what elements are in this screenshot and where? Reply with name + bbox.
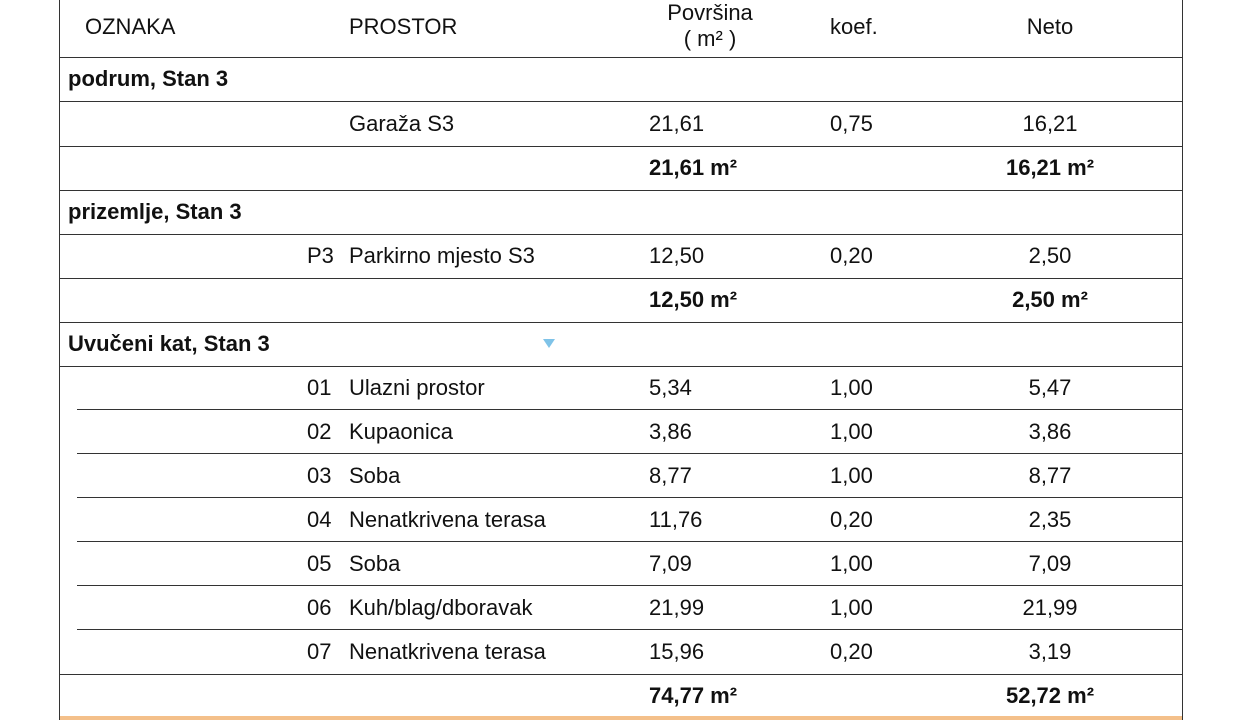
row-neto: 8,77 bbox=[1028, 463, 1072, 488]
table-row bbox=[60, 498, 1182, 542]
table-row bbox=[60, 630, 1182, 675]
row-neto: 21,99 bbox=[1022, 595, 1078, 620]
row-neto: 2,35 bbox=[1028, 507, 1072, 532]
row-oznaka: 04 bbox=[307, 507, 332, 532]
header-povrsina-label: Površina bbox=[667, 0, 753, 25]
header-povrsina bbox=[660, 0, 760, 51]
bottom-band bbox=[60, 716, 1182, 720]
row-neto: 7,09 bbox=[1028, 551, 1072, 576]
row-prostor: Kupaonica bbox=[349, 419, 453, 444]
row-oznaka: P3 bbox=[307, 243, 334, 268]
row-oznaka: 03 bbox=[307, 463, 332, 488]
table-row bbox=[60, 234, 1182, 279]
row-povrsina: 3,86 bbox=[649, 419, 692, 444]
row-povrsina: 12,50 bbox=[649, 243, 705, 268]
header-prostor: PROSTOR bbox=[349, 14, 458, 39]
header-povrsina-unit: ( m² ) bbox=[683, 26, 737, 51]
row-koef: 0,20 bbox=[830, 639, 873, 664]
row-neto: 3,19 bbox=[1028, 639, 1072, 664]
table-header bbox=[60, 0, 1182, 58]
section-title: Uvučeni kat, Stan 3 bbox=[68, 331, 270, 356]
row-prostor: Nenatkrivena terasa bbox=[349, 639, 546, 664]
total-povrsina: 21,61 m² bbox=[649, 155, 738, 180]
total-povrsina: 12,50 m² bbox=[649, 287, 738, 312]
row-neto: 2,50 bbox=[1028, 243, 1072, 268]
section-total-row bbox=[60, 146, 1182, 191]
section-total-row bbox=[60, 278, 1182, 323]
section-total-row bbox=[60, 674, 1182, 718]
row-oznaka: 01 bbox=[307, 375, 332, 400]
row-prostor: Soba bbox=[349, 551, 401, 576]
row-povrsina: 21,61 bbox=[649, 111, 705, 136]
total-povrsina: 74,77 m² bbox=[649, 683, 738, 708]
row-povrsina: 8,77 bbox=[649, 463, 692, 488]
total-neto: 2,50 m² bbox=[1012, 287, 1088, 312]
row-koef: 0,20 bbox=[830, 507, 873, 532]
section-title-row bbox=[60, 57, 1182, 102]
header-neto: Neto bbox=[1026, 14, 1074, 39]
row-neto: 5,47 bbox=[1028, 375, 1072, 400]
row-povrsina: 21,99 bbox=[649, 595, 705, 620]
row-prostor: Nenatkrivena terasa bbox=[349, 507, 546, 532]
table-row bbox=[60, 454, 1182, 498]
total-neto: 16,21 m² bbox=[1005, 155, 1095, 180]
section-title-row bbox=[60, 190, 1182, 235]
row-neto: 16,21 bbox=[1022, 111, 1078, 136]
row-oznaka: 06 bbox=[307, 595, 332, 620]
row-neto: 3,86 bbox=[1028, 419, 1072, 444]
row-koef: 1,00 bbox=[830, 463, 873, 488]
row-koef: 0,75 bbox=[830, 111, 873, 136]
triangle-marker-icon bbox=[543, 339, 555, 348]
row-povrsina: 7,09 bbox=[649, 551, 692, 576]
row-oznaka: 07 bbox=[307, 639, 332, 664]
header-koef: koef. bbox=[830, 14, 878, 39]
row-oznaka: 02 bbox=[307, 419, 332, 444]
row-povrsina: 15,96 bbox=[649, 639, 705, 664]
row-koef: 1,00 bbox=[830, 419, 873, 444]
row-prostor: Garaža S3 bbox=[349, 111, 455, 136]
table-row bbox=[60, 542, 1182, 586]
row-prostor: Parkirno mjesto S3 bbox=[349, 243, 535, 268]
total-neto: 52,72 m² bbox=[1005, 683, 1095, 708]
row-prostor: Soba bbox=[349, 463, 401, 488]
section-title: prizemlje, Stan 3 bbox=[68, 199, 242, 224]
row-povrsina: 5,34 bbox=[649, 375, 692, 400]
table-row bbox=[60, 102, 1182, 147]
header-oznaka: OZNAKA bbox=[85, 14, 176, 39]
row-oznaka: 05 bbox=[307, 551, 332, 576]
area-table bbox=[59, 0, 1183, 720]
row-koef: 0,20 bbox=[830, 243, 873, 268]
table-row bbox=[60, 410, 1182, 454]
row-prostor: Kuh/blag/dboravak bbox=[349, 595, 533, 620]
row-koef: 1,00 bbox=[830, 551, 873, 576]
section-title-row bbox=[60, 322, 1182, 367]
section-title: podrum, Stan 3 bbox=[68, 66, 229, 91]
table-row bbox=[60, 366, 1182, 410]
row-povrsina: 11,76 bbox=[649, 507, 703, 532]
table-row bbox=[60, 586, 1182, 630]
row-koef: 1,00 bbox=[830, 595, 873, 620]
row-koef: 1,00 bbox=[830, 375, 873, 400]
row-prostor: Ulazni prostor bbox=[349, 375, 485, 400]
